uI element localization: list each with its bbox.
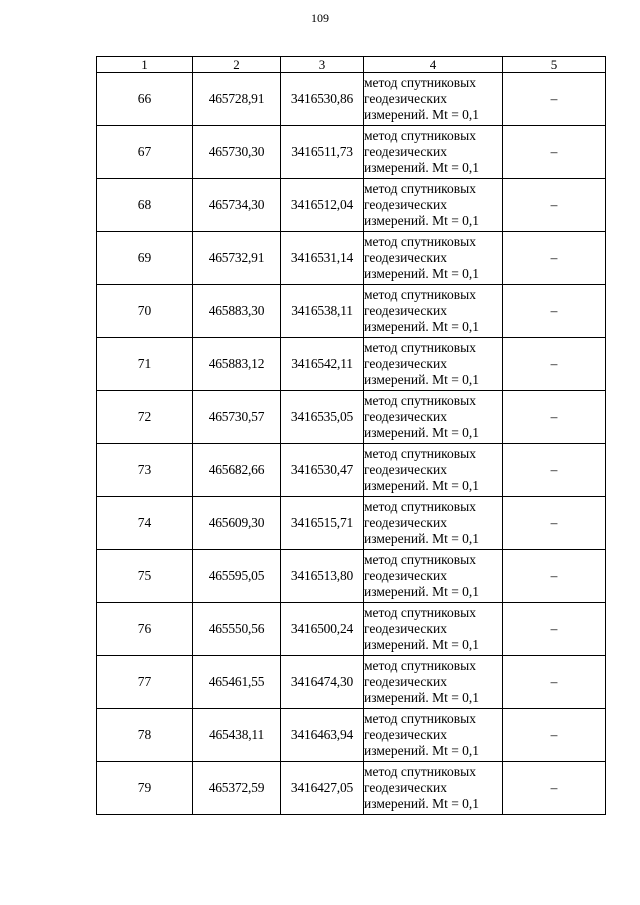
method-line: метод спутниковых bbox=[364, 605, 476, 620]
empty-value-dash: – bbox=[503, 232, 606, 285]
method-line: измерений. Mt = 0,1 bbox=[364, 425, 480, 440]
table-row bbox=[97, 179, 606, 232]
method-description bbox=[364, 126, 503, 179]
coordinate-y: 3416500,24 bbox=[281, 603, 364, 656]
header-col-3: 3 bbox=[281, 57, 364, 73]
coordinate-x: 465883,30 bbox=[193, 285, 281, 338]
method-description bbox=[364, 709, 503, 762]
table-row bbox=[97, 497, 606, 550]
empty-value-dash: – bbox=[503, 126, 606, 179]
table-row bbox=[97, 656, 606, 709]
method-line: измерений. Mt = 0,1 bbox=[364, 690, 480, 705]
coordinate-x: 465728,91 bbox=[193, 73, 281, 126]
method-line: измерений. Mt = 0,1 bbox=[364, 107, 480, 122]
method-description bbox=[364, 338, 503, 391]
method-line: геодезических bbox=[364, 780, 447, 795]
method-line: измерений. Mt = 0,1 bbox=[364, 372, 480, 387]
method-description bbox=[364, 762, 503, 815]
empty-value-dash: – bbox=[503, 656, 606, 709]
method-line: геодезических bbox=[364, 462, 447, 477]
table-row bbox=[97, 285, 606, 338]
method-description bbox=[364, 232, 503, 285]
method-line: измерений. Mt = 0,1 bbox=[364, 319, 480, 334]
point-number: 68 bbox=[97, 179, 193, 232]
point-number: 69 bbox=[97, 232, 193, 285]
method-line: измерений. Mt = 0,1 bbox=[364, 584, 480, 599]
method-line: геодезических bbox=[364, 91, 447, 106]
method-line: метод спутниковых bbox=[364, 764, 476, 779]
point-number: 77 bbox=[97, 656, 193, 709]
method-line: измерений. Mt = 0,1 bbox=[364, 478, 480, 493]
method-line: геодезических bbox=[364, 568, 447, 583]
table-row bbox=[97, 126, 606, 179]
table-row bbox=[97, 550, 606, 603]
coordinate-y: 3416531,14 bbox=[281, 232, 364, 285]
method-description bbox=[364, 656, 503, 709]
method-line: геодезических bbox=[364, 727, 447, 742]
method-line: метод спутниковых bbox=[364, 287, 476, 302]
method-line: метод спутниковых bbox=[364, 711, 476, 726]
method-line: метод спутниковых bbox=[364, 393, 476, 408]
coordinate-x: 465730,30 bbox=[193, 126, 281, 179]
method-line: измерений. Mt = 0,1 bbox=[364, 637, 480, 652]
empty-value-dash: – bbox=[503, 444, 606, 497]
method-line: измерений. Mt = 0,1 bbox=[364, 743, 480, 758]
method-description bbox=[364, 73, 503, 126]
point-number: 67 bbox=[97, 126, 193, 179]
header-row bbox=[97, 57, 606, 73]
coordinate-y: 3416463,94 bbox=[281, 709, 364, 762]
coordinate-x: 465461,55 bbox=[193, 656, 281, 709]
coordinate-y: 3416511,73 bbox=[281, 126, 364, 179]
method-line: метод спутниковых bbox=[364, 446, 476, 461]
method-line: геодезических bbox=[364, 197, 447, 212]
header-col-1: 1 bbox=[97, 57, 193, 73]
point-number: 71 bbox=[97, 338, 193, 391]
method-line: измерений. Mt = 0,1 bbox=[364, 160, 480, 175]
table-row bbox=[97, 444, 606, 497]
table-row bbox=[97, 709, 606, 762]
coordinate-y: 3416538,11 bbox=[281, 285, 364, 338]
method-line: метод спутниковых bbox=[364, 340, 476, 355]
point-number: 78 bbox=[97, 709, 193, 762]
table-row bbox=[97, 232, 606, 285]
method-description bbox=[364, 497, 503, 550]
table-row bbox=[97, 338, 606, 391]
empty-value-dash: – bbox=[503, 709, 606, 762]
method-line: метод спутниковых bbox=[364, 128, 476, 143]
table-row bbox=[97, 391, 606, 444]
point-number: 75 bbox=[97, 550, 193, 603]
coordinate-x: 465732,91 bbox=[193, 232, 281, 285]
point-number: 72 bbox=[97, 391, 193, 444]
coordinate-y: 3416474,30 bbox=[281, 656, 364, 709]
empty-value-dash: – bbox=[503, 603, 606, 656]
page-number: 109 bbox=[311, 11, 329, 25]
method-line: метод спутниковых bbox=[364, 234, 476, 249]
coordinate-x: 465883,12 bbox=[193, 338, 281, 391]
empty-value-dash: – bbox=[503, 550, 606, 603]
method-description bbox=[364, 391, 503, 444]
header-col-4: 4 bbox=[364, 57, 503, 73]
empty-value-dash: – bbox=[503, 179, 606, 232]
header-col-2: 2 bbox=[193, 57, 281, 73]
point-number: 66 bbox=[97, 73, 193, 126]
table-body bbox=[97, 73, 606, 815]
table-row bbox=[97, 603, 606, 656]
method-description bbox=[364, 603, 503, 656]
method-description bbox=[364, 285, 503, 338]
empty-value-dash: – bbox=[503, 73, 606, 126]
coordinate-x: 465609,30 bbox=[193, 497, 281, 550]
method-line: измерений. Mt = 0,1 bbox=[364, 531, 480, 546]
method-line: измерений. Mt = 0,1 bbox=[364, 796, 480, 811]
coordinate-y: 3416530,47 bbox=[281, 444, 364, 497]
coordinate-x: 465372,59 bbox=[193, 762, 281, 815]
method-line: геодезических bbox=[364, 356, 447, 371]
method-line: геодезических bbox=[364, 515, 447, 530]
method-line: геодезических bbox=[364, 303, 447, 318]
point-number: 70 bbox=[97, 285, 193, 338]
method-line: измерений. Mt = 0,1 bbox=[364, 213, 480, 228]
method-description bbox=[364, 444, 503, 497]
coordinate-x: 465730,57 bbox=[193, 391, 281, 444]
table-row bbox=[97, 762, 606, 815]
method-line: метод спутниковых bbox=[364, 552, 476, 567]
table-row bbox=[97, 73, 606, 126]
coordinates-table bbox=[96, 56, 606, 815]
method-line: метод спутниковых bbox=[364, 499, 476, 514]
empty-value-dash: – bbox=[503, 391, 606, 444]
coordinate-x: 465595,05 bbox=[193, 550, 281, 603]
method-line: метод спутниковых bbox=[364, 181, 476, 196]
method-line: метод спутниковых bbox=[364, 658, 476, 673]
coordinate-y: 3416513,80 bbox=[281, 550, 364, 603]
method-line: геодезических bbox=[364, 674, 447, 689]
coordinate-x: 465438,11 bbox=[193, 709, 281, 762]
point-number: 73 bbox=[97, 444, 193, 497]
empty-value-dash: – bbox=[503, 338, 606, 391]
coordinate-y: 3416530,86 bbox=[281, 73, 364, 126]
point-number: 79 bbox=[97, 762, 193, 815]
point-number: 76 bbox=[97, 603, 193, 656]
coordinate-y: 3416542,11 bbox=[281, 338, 364, 391]
method-line: геодезических bbox=[364, 621, 447, 636]
point-number: 74 bbox=[97, 497, 193, 550]
coordinate-y: 3416427,05 bbox=[281, 762, 364, 815]
header-col-5: 5 bbox=[503, 57, 606, 73]
empty-value-dash: – bbox=[503, 762, 606, 815]
method-description bbox=[364, 179, 503, 232]
coordinate-y: 3416515,71 bbox=[281, 497, 364, 550]
empty-value-dash: – bbox=[503, 285, 606, 338]
coordinate-x: 465550,56 bbox=[193, 603, 281, 656]
method-line: геодезических bbox=[364, 409, 447, 424]
coordinate-y: 3416535,05 bbox=[281, 391, 364, 444]
method-line: измерений. Mt = 0,1 bbox=[364, 266, 480, 281]
empty-value-dash: – bbox=[503, 497, 606, 550]
coordinate-x: 465682,66 bbox=[193, 444, 281, 497]
method-line: метод спутниковых bbox=[364, 75, 476, 90]
coordinate-x: 465734,30 bbox=[193, 179, 281, 232]
method-description bbox=[364, 550, 503, 603]
method-line: геодезических bbox=[364, 144, 447, 159]
coordinate-y: 3416512,04 bbox=[281, 179, 364, 232]
method-line: геодезических bbox=[364, 250, 447, 265]
